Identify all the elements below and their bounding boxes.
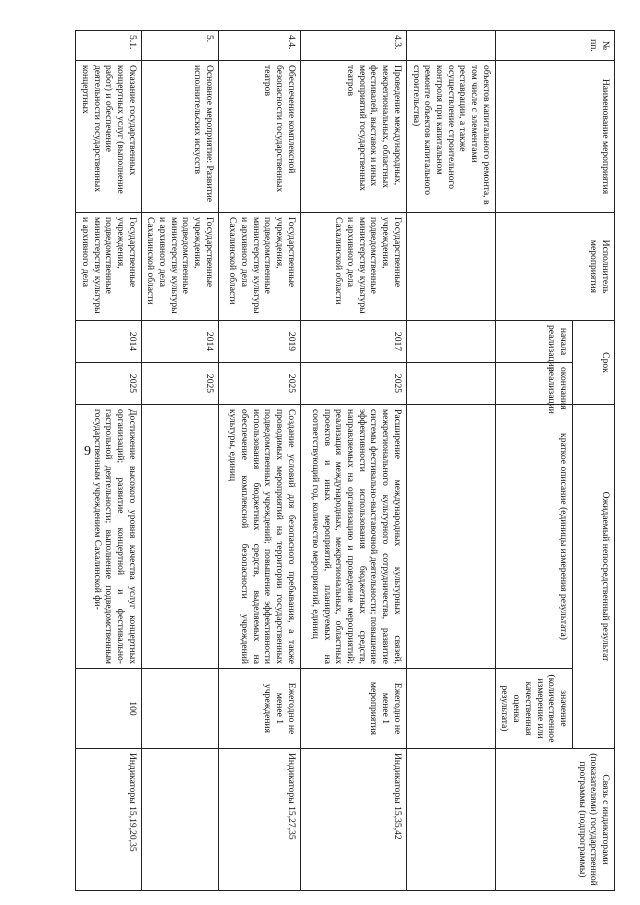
- cell-link: Индикаторы 15,35,42: [300, 749, 406, 891]
- measures-table: [75, 30, 615, 891]
- cell-name: Оказание государственных концертных услуг (выполнение работ) и обеспечение деятельности государственных концертных: [76, 61, 142, 213]
- header-term-start: начала реализации: [495, 321, 572, 363]
- cell-num: 5.1.: [76, 31, 142, 61]
- cell-desc: [141, 405, 218, 669]
- cell-desc: Создание условий для безопасного пребывания, а также проводимых мероприятий на территории государственных подведомственных учреждений; повышение эффективности использования бюджетных средств, выделяемых на обеспечение комплексной безопасности учреждений культуры, единиц: [218, 405, 300, 669]
- cell-num: 5.: [141, 31, 218, 61]
- header-result: Ожидаемый непосредственный результат: [573, 405, 615, 749]
- cell-name: Основное мероприятие: Развитие исполнительских искусств: [141, 61, 218, 213]
- table-row: [141, 31, 218, 891]
- rotated-table-wrapper: [79, 30, 615, 890]
- cell-start: 2019: [218, 321, 300, 363]
- table-row: [406, 31, 495, 891]
- header-num: № пп.: [495, 31, 614, 61]
- cell-desc: [406, 405, 495, 669]
- cell-start: [406, 321, 495, 363]
- cell-value: [406, 669, 495, 749]
- cell-link: Индикаторы 15,19,20,35: [76, 749, 142, 891]
- cell-num: 4.4.: [218, 31, 300, 61]
- cell-name: Обеспечение комплексной безопасности государственных театров: [218, 61, 300, 213]
- cell-link: [406, 749, 495, 891]
- cell-link: [141, 749, 218, 891]
- table-row: [300, 31, 406, 891]
- cell-value: 100: [76, 669, 142, 749]
- page-number: 9: [84, 444, 91, 459]
- cell-executor: Государственные учреждения, подведомственные министерству культуры и архивного дела: [76, 213, 142, 321]
- table-row: [76, 31, 142, 891]
- cell-desc: Расширение международных культурных связей, межрегионального культурного сотрудничества, развитие системы фестивально-выставочной деятельности; повышение эффективности использования бюджетных средств, направляемых на организацию и проведение мероприятий; реализация международных, межрегиональных, областных проектов и иных мероприятий, планируемых на соответствующий год, количество мероприятий, единиц: [300, 405, 406, 669]
- header-link: Связь с индикаторами (показателями) государственной программы (подпрограммы): [495, 749, 614, 891]
- cell-name: объектов капитального ремонта, в том числе с элементами реставрации, а также осуществление строительного контроля при капитальном ремонте объектов капитального строительства): [406, 61, 495, 213]
- cell-link: Индикаторы 15,27,35: [218, 749, 300, 891]
- cell-num: 4.3.: [300, 31, 406, 61]
- cell-start: 2014: [76, 321, 142, 363]
- cell-executor: Государственные учреждения, подведомственные министерству культуры и архивного дела Сахалинской области: [218, 213, 300, 321]
- cell-num: [406, 31, 495, 61]
- cell-end: 2025: [76, 363, 142, 405]
- header-result-desc: краткое описание (единицы измерения результата): [495, 405, 572, 669]
- cell-end: 2025: [141, 363, 218, 405]
- cell-start: 2014: [141, 321, 218, 363]
- cell-start: 2017: [300, 321, 406, 363]
- header-result-value: значение (количественное измерение или качественная оценка результата): [495, 669, 572, 749]
- cell-name: Проведение международных, межрегиональных, областных фестивалей, выставок и иных мероприятий государственных театров: [300, 61, 406, 213]
- cell-desc: Достижение высокого уровня качества услуг концертных организаций; развитие концертной и фестивально-гастрольной деятельности; выполнение подведомственным государственным учреждением Сахалинской фи-: [76, 405, 142, 669]
- cell-end: [406, 363, 495, 405]
- cell-value: Ежегодно не менее 1 мероприятия: [300, 669, 406, 749]
- cell-end: 2025: [300, 363, 406, 405]
- header-executor: Исполнитель мероприятия: [495, 213, 614, 321]
- header-name: Наименование мероприятия: [495, 61, 614, 213]
- cell-value: [141, 669, 218, 749]
- cell-value: Ежегодно не менее 1 учреждения: [218, 669, 300, 749]
- table-row: [218, 31, 300, 891]
- header-term-end: окончания реализации: [495, 363, 572, 405]
- cell-executor: [406, 213, 495, 321]
- cell-executor: Государственные учреждения, подведомственные министерству культуры и архивного дела Сахалинской области: [141, 213, 218, 321]
- header-term: Срок: [573, 321, 615, 405]
- cell-end: 2025: [218, 363, 300, 405]
- cell-executor: Государственные учреждения, подведомственные министерству культуры и архивного дела Сахалинской области: [300, 213, 406, 321]
